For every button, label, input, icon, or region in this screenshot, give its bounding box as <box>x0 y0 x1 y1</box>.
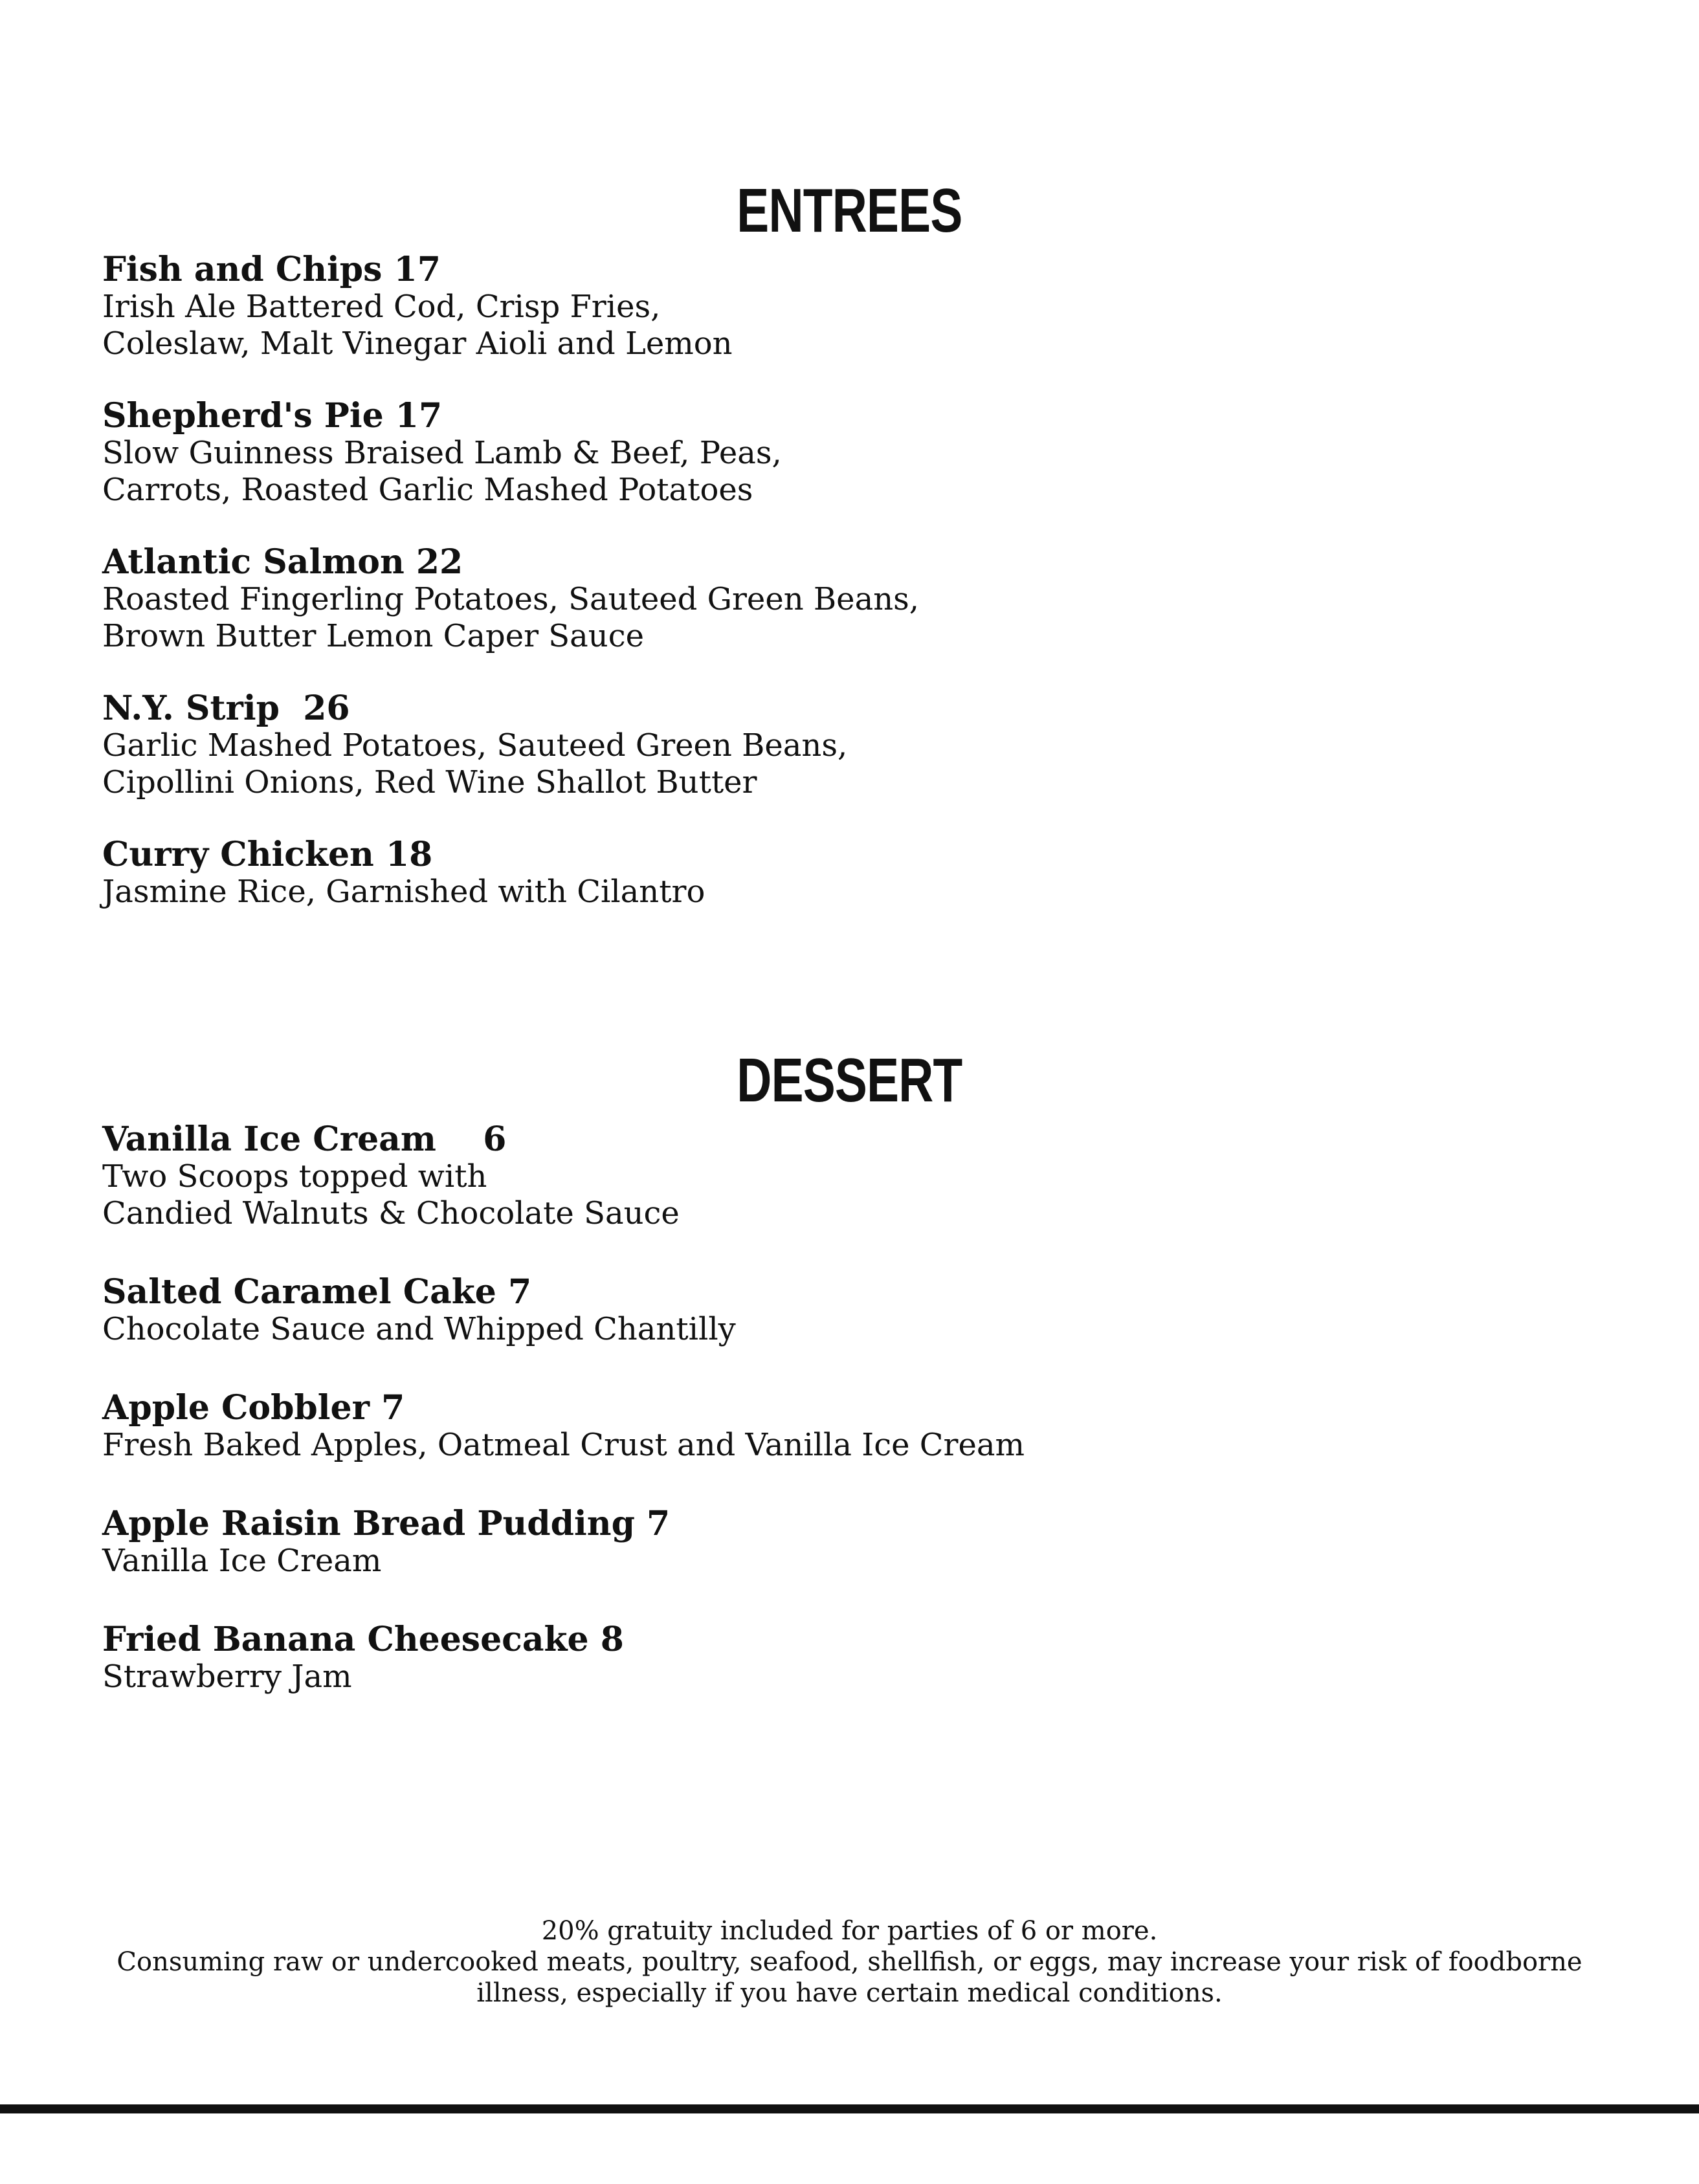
entrees-list <box>102 251 1591 945</box>
bottom-divider <box>0 2104 1699 2113</box>
menu-item <box>102 1389 1591 1464</box>
dessert-heading: DESSERT <box>737 1046 962 1115</box>
item-name-price: Apple Raisin Bread Pudding 7 <box>102 1504 671 1543</box>
gratuity-notice: 20% gratuity included for parties of 6 or more. <box>541 1916 1158 1946</box>
item-description: Irish Ale Battered Cod, Crisp Fries, <box>102 289 661 325</box>
item-description: Coleslaw, Malt Vinegar Aioli and Lemon <box>102 325 733 362</box>
item-description: Cipollini Onions, Red Wine Shallot Butter <box>102 764 757 800</box>
item-name-price: Shepherd's Pie 17 <box>102 396 443 436</box>
health-warning-line-2: illness, especially if you have certain medical conditions. <box>476 1978 1223 2008</box>
item-description: Slow Guinness Braised Lamb & Beef, Peas, <box>102 435 782 471</box>
entrees-heading: ENTREES <box>737 176 962 245</box>
item-description: Brown Butter Lemon Caper Sauce <box>102 618 644 654</box>
item-name-price: N.Y. Strip 26 <box>102 689 350 728</box>
menu-item <box>102 1274 1591 1348</box>
item-name-price: Fried Banana Cheesecake 8 <box>102 1620 624 1659</box>
footer-notice <box>0 1915 1699 2009</box>
item-name-price: Fish and Chips 17 <box>102 250 441 289</box>
menu-item <box>102 1505 1591 1580</box>
item-description: Garlic Mashed Potatoes, Sauteed Green Beans, <box>102 727 848 764</box>
menu-item <box>102 690 1591 801</box>
item-description: Two Scoops topped with <box>102 1158 487 1195</box>
item-name-price: Vanilla Ice Cream 6 <box>102 1120 507 1159</box>
item-description: Carrots, Roasted Garlic Mashed Potatoes <box>102 472 753 508</box>
menu-item <box>102 397 1591 509</box>
health-warning-line-1: Consuming raw or undercooked meats, poultry, seafood, shellfish, or eggs, may increase your risk of foodborne <box>117 1947 1582 1977</box>
menu-item <box>102 1121 1591 1232</box>
menu-item <box>102 1621 1591 1695</box>
item-description: Chocolate Sauce and Whipped Chantilly <box>102 1311 736 1347</box>
item-description: Vanilla Ice Cream <box>102 1543 382 1579</box>
item-description: Strawberry Jam <box>102 1659 352 1695</box>
item-name-price: Atlantic Salmon 22 <box>102 542 463 582</box>
menu-item <box>102 836 1591 910</box>
menu-item <box>102 251 1591 362</box>
item-name-price: Salted Caramel Cake 7 <box>102 1272 532 1312</box>
item-description: Candied Walnuts & Chocolate Sauce <box>102 1195 680 1231</box>
item-description: Roasted Fingerling Potatoes, Sauteed Green Beans, <box>102 581 919 617</box>
item-description: Fresh Baked Apples, Oatmeal Crust and Vanilla Ice Cream <box>102 1427 1025 1463</box>
dessert-list <box>102 1121 1591 1737</box>
item-description: Jasmine Rice, Garnished with Cilantro <box>102 874 705 910</box>
menu-item <box>102 544 1591 655</box>
item-name-price: Curry Chicken 18 <box>102 835 433 874</box>
item-name-price: Apple Cobbler 7 <box>102 1388 405 1428</box>
